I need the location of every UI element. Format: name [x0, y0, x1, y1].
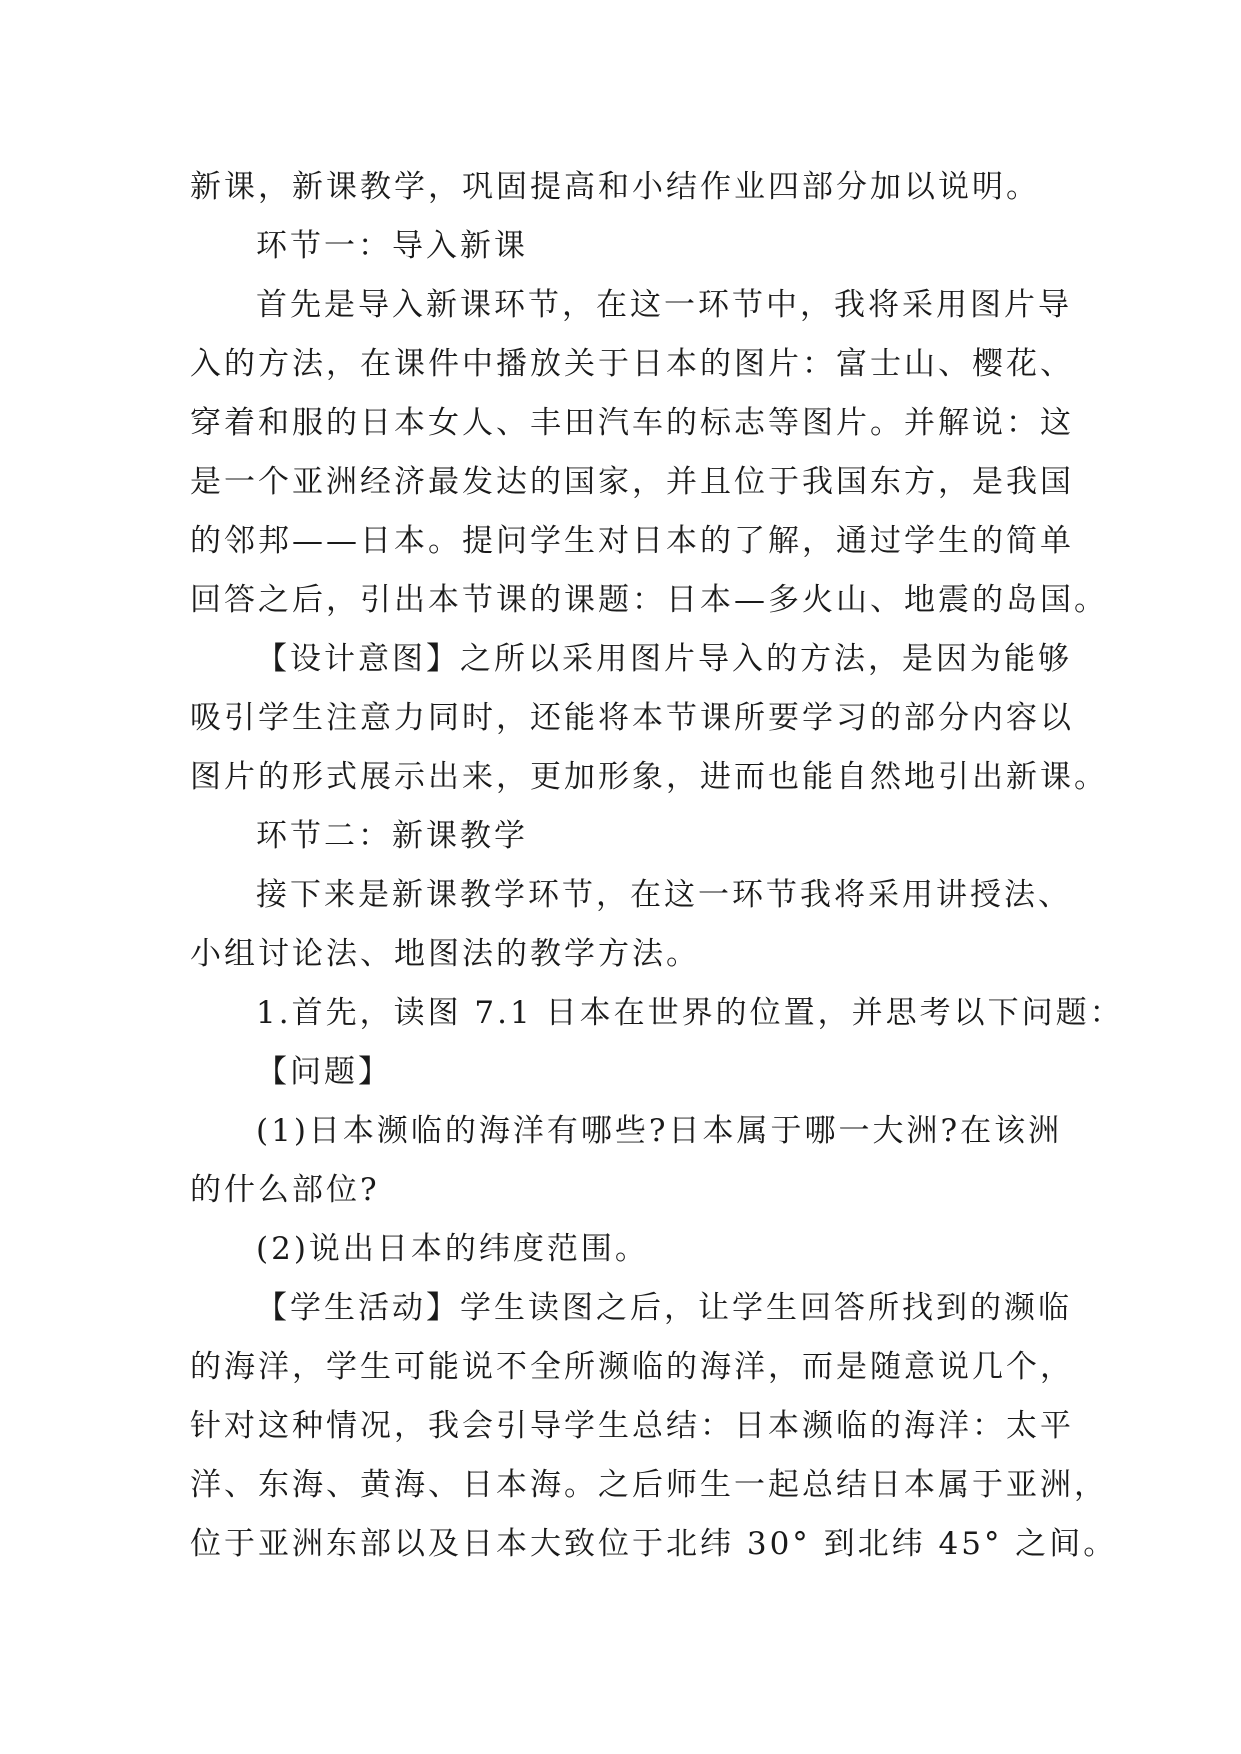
design-intent-paragraph: 【设计意图】之所以采用图片导入的方法，是因为能够 — [256, 641, 1072, 677]
paragraph-line: 是一个亚洲经济最发达的国家，并且位于我国东方，是我国 — [190, 464, 1074, 500]
section-heading-2: 环节二：新课教学 — [256, 818, 528, 854]
paragraph-line: 的海洋，学生可能说不全所濒临的海洋，而是随意说几个， — [190, 1349, 1074, 1385]
paragraph-line: 回答之后，引出本节课的课题：日本—多火山、地震的岛国。 — [190, 582, 1108, 618]
question-item-1: (1)日本濒临的海洋有哪些?日本属于哪一大洲?在该洲 — [256, 1113, 1063, 1149]
paragraph-line: 洋、东海、黄海、日本海。之后师生一起总结日本属于亚洲， — [190, 1467, 1108, 1503]
step-line: 1.首先，读图 7.1 日本在世界的位置，并思考以下问题： — [256, 995, 1124, 1031]
paragraph-line: 接下来是新课教学环节，在这一环节我将采用讲授法、 — [256, 877, 1072, 913]
paragraph-line: 吸引学生注意力同时，还能将本节课所要学习的部分内容以 — [190, 700, 1074, 736]
paragraph-line: 穿着和服的日本女人、丰田汽车的标志等图片。并解说：这 — [190, 405, 1074, 441]
question-heading: 【问题】 — [256, 1054, 392, 1090]
paragraph-line: 小组讨论法、地图法的教学方法。 — [190, 936, 700, 972]
question-item-2: (2)说出日本的纬度范围。 — [256, 1231, 649, 1267]
paragraph-line: 的什么部位? — [190, 1172, 380, 1208]
document-body — [190, 158, 1124, 1574]
paragraph-line: 首先是导入新课环节，在这一环节中，我将采用图片导 — [256, 287, 1072, 323]
paragraph-line: 新课，新课教学，巩固提高和小结作业四部分加以说明。 — [190, 169, 1040, 205]
paragraph-line: 位于亚洲东部以及日本大致位于北纬 30° 到北纬 45° 之间。 — [190, 1526, 1118, 1562]
paragraph-line: 针对这种情况，我会引导学生总结：日本濒临的海洋：太平 — [190, 1408, 1074, 1444]
student-activity-paragraph: 【学生活动】学生读图之后，让学生回答所找到的濒临 — [256, 1290, 1072, 1326]
paragraph-line: 入的方法，在课件中播放关于日本的图片：富士山、樱花、 — [190, 346, 1074, 382]
section-heading-1: 环节一：导入新课 — [256, 228, 528, 264]
paragraph-line: 的邻邦——日本。提问学生对日本的了解，通过学生的简单 — [190, 523, 1074, 559]
paragraph-line: 图片的形式展示出来，更加形象，进而也能自然地引出新课。 — [190, 759, 1108, 795]
